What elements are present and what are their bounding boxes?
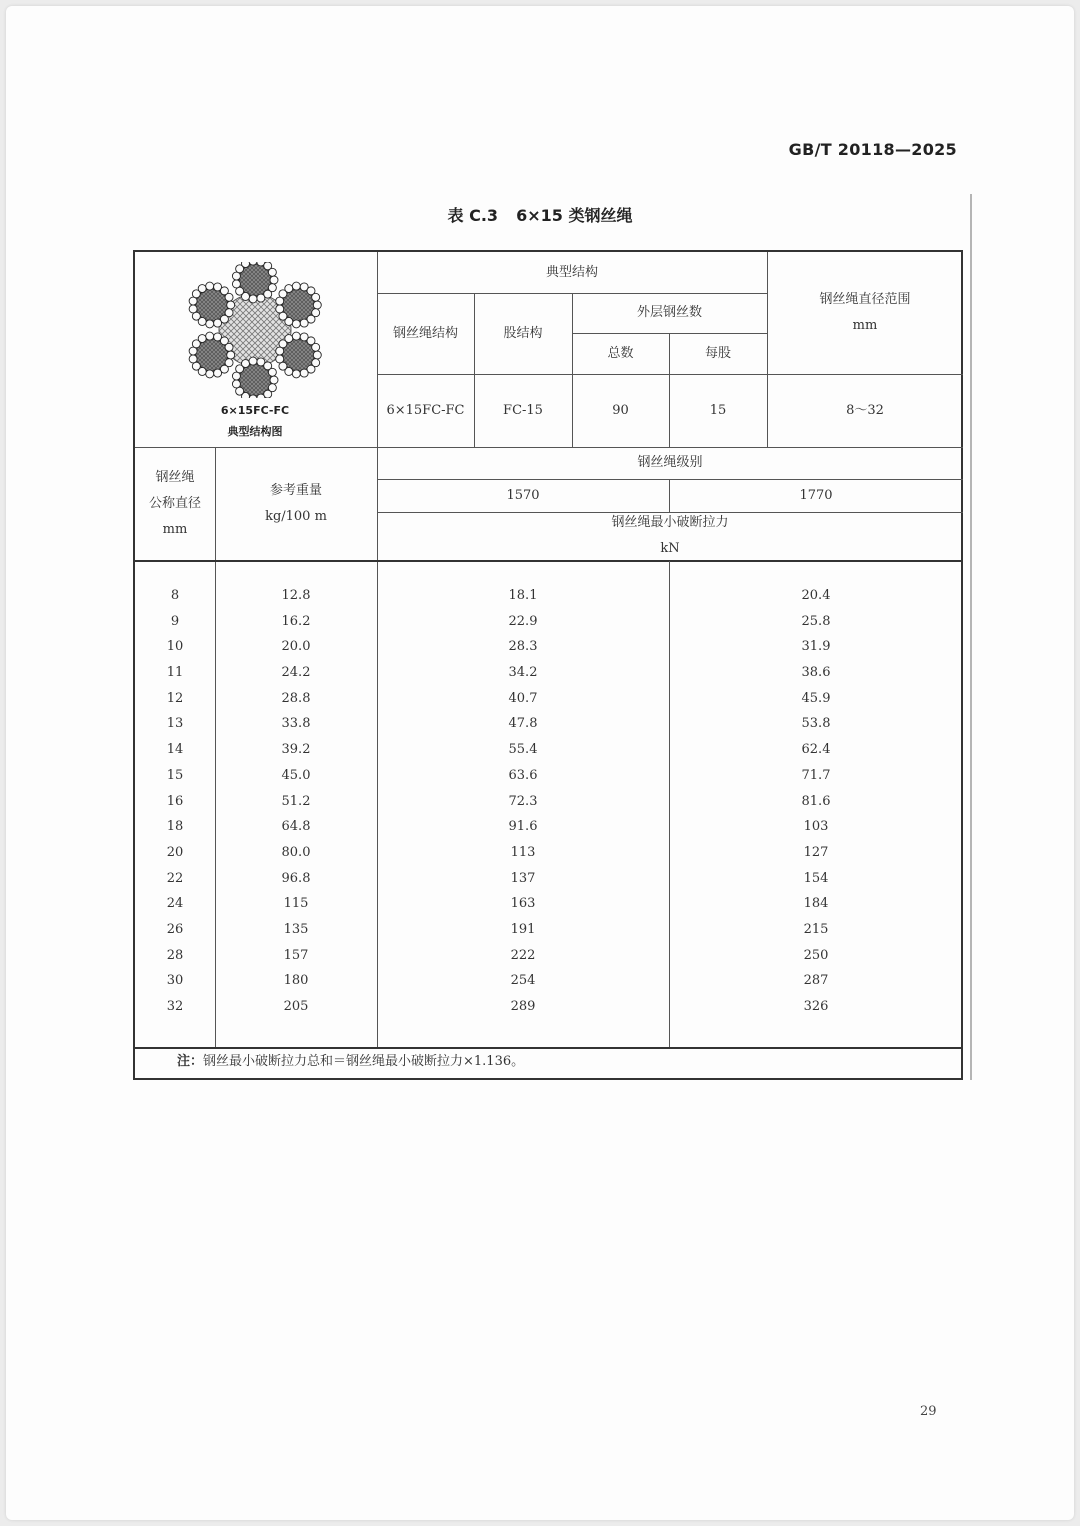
value-strand-structure: FC-15 bbox=[503, 402, 543, 418]
table-cell: 33.8 bbox=[281, 716, 311, 732]
table-cell: 51.2 bbox=[281, 793, 311, 809]
note-label: 注： bbox=[177, 1054, 204, 1069]
standard-number: GB/T 20118—2025 bbox=[788, 140, 957, 159]
table-cell: 45.9 bbox=[801, 690, 831, 706]
table-cell: 157 bbox=[283, 947, 309, 963]
table-cell: 254 bbox=[510, 973, 536, 989]
table-cell: 24 bbox=[166, 896, 184, 912]
table-caption bbox=[6, 203, 1074, 226]
header-min-breaking-force bbox=[377, 512, 963, 560]
header-nominal-diameter bbox=[135, 447, 215, 560]
strand bbox=[232, 262, 278, 303]
table-cell: 71.7 bbox=[801, 767, 831, 783]
table-note bbox=[177, 1050, 524, 1069]
table-cell: 64.8 bbox=[281, 819, 311, 835]
note-text: 钢丝最小破断拉力总和＝钢丝绳最小破断拉力×1.136。 bbox=[203, 1054, 525, 1069]
header-min-breaking-force-label: 钢丝绳最小破断拉力 bbox=[611, 515, 729, 530]
table-cell: 12 bbox=[166, 690, 184, 706]
header-grade-1770: 1770 bbox=[799, 487, 833, 503]
value-rope-structure: 6×15FC-FC bbox=[386, 402, 465, 418]
table-cell: 30 bbox=[166, 973, 184, 989]
table-cell: 16.2 bbox=[281, 613, 311, 629]
table-cell: 8 bbox=[170, 588, 180, 603]
table-cell: 34.2 bbox=[508, 665, 538, 681]
table-cell: 14 bbox=[166, 742, 184, 758]
table-cell: 163 bbox=[510, 896, 536, 912]
header-reference-weight bbox=[215, 447, 377, 560]
table-cell: 137 bbox=[510, 870, 536, 886]
table-cell: 12.8 bbox=[281, 588, 311, 603]
table-cell: 96.8 bbox=[281, 870, 311, 886]
rope-cross-section-diagram bbox=[180, 262, 330, 398]
diagram-label-caption: 典型结构图 bbox=[227, 425, 283, 438]
table-cell: 289 bbox=[510, 999, 536, 1014]
rope-table bbox=[133, 250, 963, 1080]
header-rope-grade: 钢丝绳级别 bbox=[637, 455, 703, 470]
table-cell: 222 bbox=[510, 947, 536, 963]
table-cell: 215 bbox=[803, 921, 829, 937]
header-outer-per-strand: 每股 bbox=[704, 345, 731, 361]
column-nominal-diameter bbox=[135, 583, 215, 1020]
table-cell: 53.8 bbox=[801, 716, 831, 732]
table-cell: 191 bbox=[510, 921, 536, 937]
table-number: 表 C.3 bbox=[447, 206, 499, 225]
table-cell: 135 bbox=[283, 921, 309, 937]
header-diameter-range-unit: mm bbox=[852, 318, 878, 333]
strand bbox=[232, 357, 278, 398]
header-bottom-rule bbox=[135, 560, 963, 562]
table-cell: 326 bbox=[803, 999, 829, 1014]
table-cell: 22.9 bbox=[508, 613, 538, 629]
table-cell: 113 bbox=[510, 844, 536, 860]
table-cell: 72.3 bbox=[508, 793, 538, 809]
diagram-label-structure: 6×15FC-FC bbox=[220, 404, 290, 417]
header-nominal-diameter-line1: 钢丝绳 bbox=[155, 469, 195, 485]
table-cell: 28 bbox=[166, 947, 184, 963]
table-cell: 13 bbox=[166, 716, 184, 732]
table-cell: 20 bbox=[166, 844, 184, 860]
column-force-1770 bbox=[669, 583, 963, 1020]
page-number: 29 bbox=[920, 1404, 937, 1419]
column-reference-weight bbox=[215, 583, 377, 1020]
table-cell: 127 bbox=[803, 844, 829, 860]
header-min-breaking-force-unit: kN bbox=[660, 541, 680, 556]
header-reference-weight-unit: kg/100 m bbox=[265, 508, 327, 524]
table-cell: 45.0 bbox=[281, 767, 311, 783]
value-outer-per-strand: 15 bbox=[709, 402, 727, 418]
table-cell: 205 bbox=[283, 999, 309, 1014]
table-cell: 15 bbox=[166, 767, 184, 783]
table-cell: 180 bbox=[283, 973, 309, 989]
table-title: 6×15 类钢丝绳 bbox=[516, 206, 633, 225]
table-cell: 20.4 bbox=[801, 588, 831, 603]
table-cell: 20.0 bbox=[281, 639, 311, 655]
header-diameter-range bbox=[767, 252, 963, 374]
table-cell: 250 bbox=[803, 947, 829, 963]
header-outer-wires: 外层钢丝数 bbox=[636, 305, 702, 320]
header-grade-1570: 1570 bbox=[506, 487, 540, 503]
header-typical-structure: 典型结构 bbox=[545, 264, 598, 280]
table-cell: 47.8 bbox=[508, 716, 538, 732]
table-cell: 62.4 bbox=[801, 742, 831, 758]
table-cell: 10 bbox=[166, 639, 184, 655]
table-cell: 115 bbox=[283, 896, 309, 912]
table-cell: 81.6 bbox=[801, 793, 831, 809]
table-cell: 22 bbox=[166, 870, 184, 886]
table-cell: 18 bbox=[166, 819, 184, 835]
header-diameter-range-label: 钢丝绳直径范围 bbox=[819, 292, 911, 307]
table-cell: 39.2 bbox=[281, 742, 311, 758]
table-cell: 16 bbox=[166, 793, 184, 809]
table-cell: 40.7 bbox=[508, 690, 538, 706]
table-cell: 31.9 bbox=[801, 639, 831, 655]
table-cell: 287 bbox=[803, 973, 829, 989]
strand bbox=[189, 332, 235, 378]
header-strand-structure: 股结构 bbox=[503, 325, 543, 341]
table-cell: 28.3 bbox=[508, 639, 538, 655]
header-outer-total: 总数 bbox=[607, 345, 634, 361]
table-cell: 32 bbox=[166, 999, 184, 1014]
table-cell: 80.0 bbox=[281, 844, 311, 860]
table-cell: 28.8 bbox=[281, 690, 311, 706]
column-force-1570 bbox=[377, 583, 669, 1020]
note-rule bbox=[135, 1047, 963, 1049]
value-diameter-range: 8～32 bbox=[846, 402, 884, 418]
table-cell: 26 bbox=[166, 921, 184, 937]
header-rope-structure: 钢丝绳结构 bbox=[392, 325, 458, 341]
table-cell: 11 bbox=[166, 665, 184, 681]
table-cell: 103 bbox=[803, 819, 829, 835]
table-cell: 154 bbox=[803, 870, 829, 886]
value-outer-total: 90 bbox=[612, 402, 629, 418]
table-cell: 55.4 bbox=[508, 742, 538, 758]
table-cell: 25.8 bbox=[801, 613, 831, 629]
table-cell: 18.1 bbox=[508, 588, 538, 603]
strand bbox=[189, 282, 235, 328]
header-nominal-diameter-line2: 公称直径 bbox=[148, 495, 201, 511]
table-cell: 63.6 bbox=[508, 767, 538, 783]
header-reference-weight-label: 参考重量 bbox=[269, 482, 322, 498]
header-nominal-diameter-unit: mm bbox=[162, 521, 188, 537]
table-cell: 91.6 bbox=[508, 819, 538, 835]
document-page bbox=[6, 6, 1074, 1520]
table-cell: 184 bbox=[803, 896, 829, 912]
table-cell: 24.2 bbox=[281, 665, 311, 681]
table-cell: 38.6 bbox=[801, 665, 831, 681]
margin-rule bbox=[970, 194, 972, 1080]
table-cell: 9 bbox=[170, 613, 180, 629]
